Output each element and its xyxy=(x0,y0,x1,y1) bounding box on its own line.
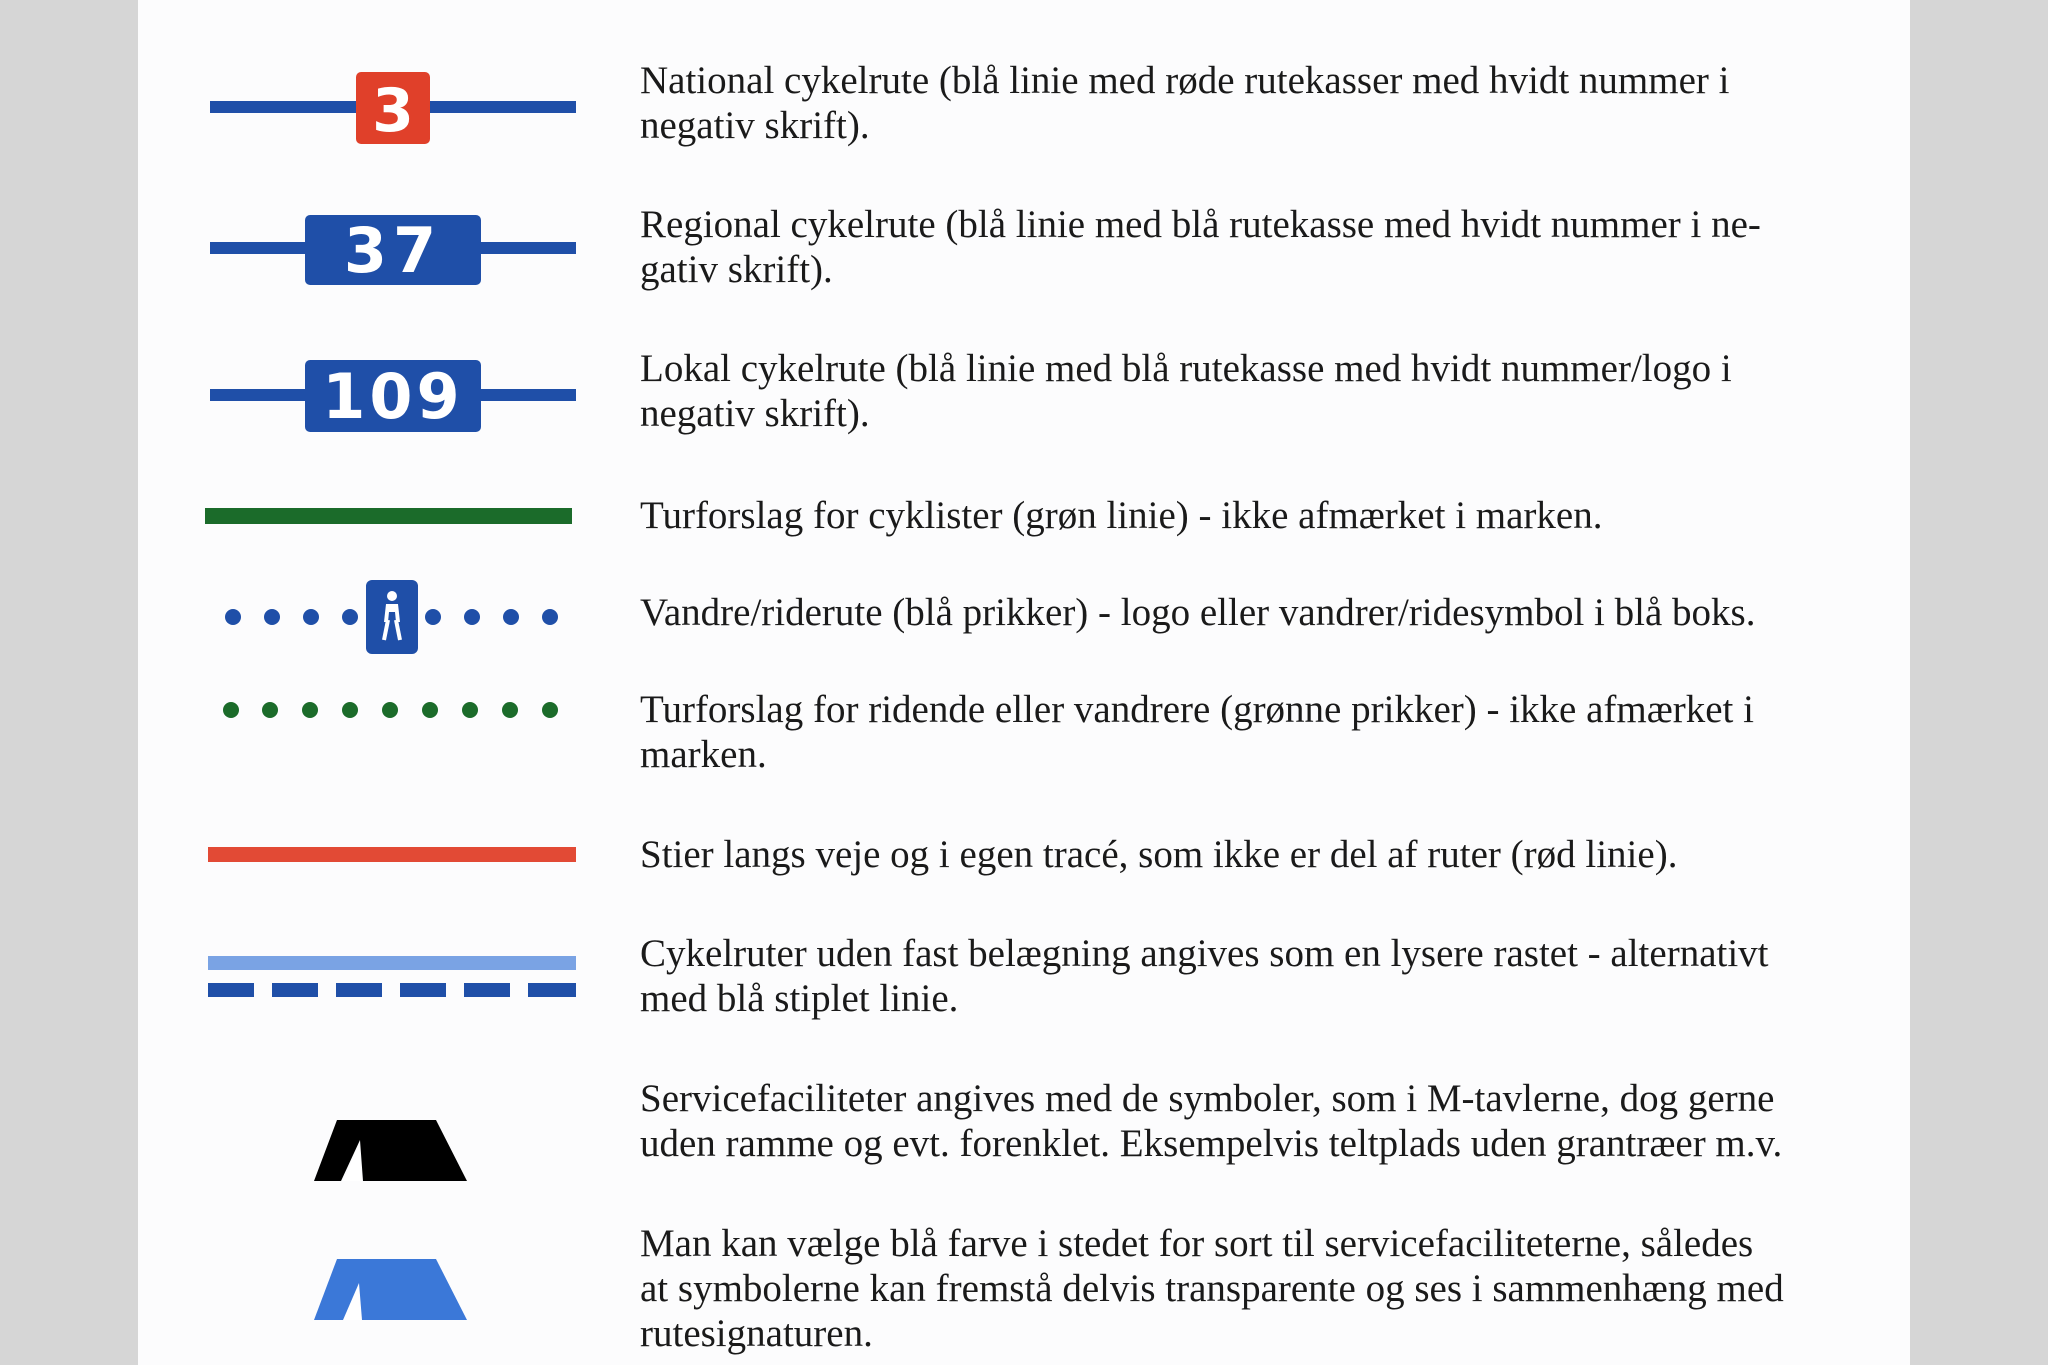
legend-text-service: Servicefaciliteter angives med de symboler, som i M-tavlerne, dog gerne uden ramme og evt. forenklet. Eksempelvis teltplads uden grantræer m.v. xyxy=(640,1077,1783,1165)
legend-text-stier: Stier langs veje og i egen tracé, som ikke er del af ruter (rød linie). xyxy=(640,833,1678,876)
tent-icon xyxy=(314,1120,467,1181)
legend-text-lokal: Lokal cykelrute (blå linie med blå rutekasse med hvidt nummer/logo i negativ skrift). xyxy=(640,347,1732,435)
legend-text-service-blaa: Man kan vælge blå farve i stedet for sort til servicefaciliteterne, således at symbolerne kan fremstå delvis transparente og ses i sammenhæng med rutesignaturen. xyxy=(640,1222,1784,1355)
tent-icon-blue xyxy=(314,1259,467,1320)
route-number: 3 xyxy=(372,76,414,146)
legend-text-national: National cykelrute (blå linie med røde rutekasser med hvidt nummer i negativ skrift). xyxy=(640,59,1730,147)
light-blue-line xyxy=(208,956,576,970)
local-route-symbol xyxy=(210,360,576,433)
green-dots-symbol xyxy=(223,702,558,718)
unpaved-route-symbol xyxy=(208,956,576,997)
legend-text-uden-belaegning: Cykelruter uden fast belægning angives som en lysere rastet - alternativt med blå stiplet linie. xyxy=(640,932,1769,1020)
legend-text-turforslag-cykel: Turforslag for cyklister (grøn linie) - ikke afmærket i marken. xyxy=(640,494,1603,537)
legend-page xyxy=(138,0,1910,1365)
legend-text-regional: Regional cykelrute (blå linie med blå rutekasse med hvidt nummer i ne- gativ skrift). xyxy=(640,203,1761,291)
red-line-symbol xyxy=(208,847,576,862)
legend-text-vandre: Vandre/riderute (blå prikker) - logo eller vandrer/ridesymbol i blå boks. xyxy=(640,591,1756,634)
regional-route-symbol xyxy=(210,214,576,287)
legend-text-turforslag-ride: Turforslag for ridende eller vandrere (grønne prikker) - ikke afmærket i marken. xyxy=(640,688,1754,776)
national-route-symbol xyxy=(210,72,576,146)
route-number: 37 xyxy=(343,214,443,287)
green-line-symbol xyxy=(205,508,572,524)
dashed-line xyxy=(208,983,576,997)
blue-dots-hiker-symbol xyxy=(225,580,558,654)
route-number: 109 xyxy=(322,360,464,433)
